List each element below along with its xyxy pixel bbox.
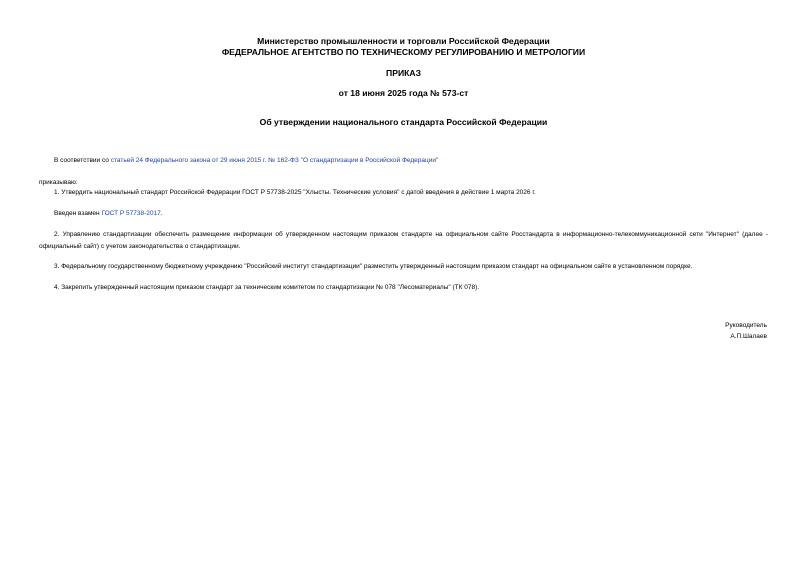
replaced-standard-paragraph: [39, 208, 768, 220]
signatory-name: А.П.Шалаев: [730, 333, 767, 340]
document-type: ПРИКАЗ: [386, 68, 421, 78]
order-item-4: 4. Закрепить утвержденный настоящим приказом стандарт за техническим комитетом по стандартизации № 078 "Лесоматериалы" (ТК 078).: [54, 284, 480, 291]
agency-name: ФЕДЕРАЛЬНОЕ АГЕНТСТВО ПО ТЕХНИЧЕСКОМУ РЕГУЛИРОВАНИЮ И МЕТРОЛОГИИ: [221, 47, 586, 57]
basis-paragraph: [39, 155, 768, 167]
document-date-number: от 18 июня 2025 года № 573-ст: [338, 88, 469, 98]
basis-prefix: В соответствии со: [54, 157, 111, 164]
order-item-2: 2. Управлению стандартизации обеспечить размещение информации об утвержденном настоящим приказом стандарте на официальном сайте Росстандарта в информационно-телекоммуникационной сети "Интернет" (далее - официальный сайт) с учетом законодательства о стандартизации.: [39, 231, 768, 250]
order-item-1: 1. Утвердить национальный стандарт Российской Федерации ГОСТ Р 57738-2025 "Хлысты. Технические условия" с датой введения в действие 1 марта 2026 г.: [54, 189, 536, 196]
replaced-suffix: .: [160, 210, 163, 217]
ministry-name: Министерство промышленности и торговли Российской Федерации: [257, 36, 550, 46]
replaced-standard-link[interactable]: ГОСТ Р 57738-2017: [101, 210, 161, 217]
order-word: приказываю:: [39, 179, 78, 186]
document-title: Об утверждении национального стандарта Российской Федерации: [259, 117, 548, 127]
federal-law-link[interactable]: статьей 24 Федерального закона от 29 июня 2015 г. № 162-ФЗ "О стандартизации в Российской Федерации": [110, 157, 439, 164]
order-item-3: 3. Федеральному государственному бюджетному учреждению "Российский институт стандартизации" разместить утвержденный настоящим приказом стандарт на официальном сайте в установленном порядке.: [54, 263, 693, 270]
signatory-role: Руководитель: [725, 322, 767, 329]
replaced-prefix: Введен взамен: [54, 210, 102, 217]
